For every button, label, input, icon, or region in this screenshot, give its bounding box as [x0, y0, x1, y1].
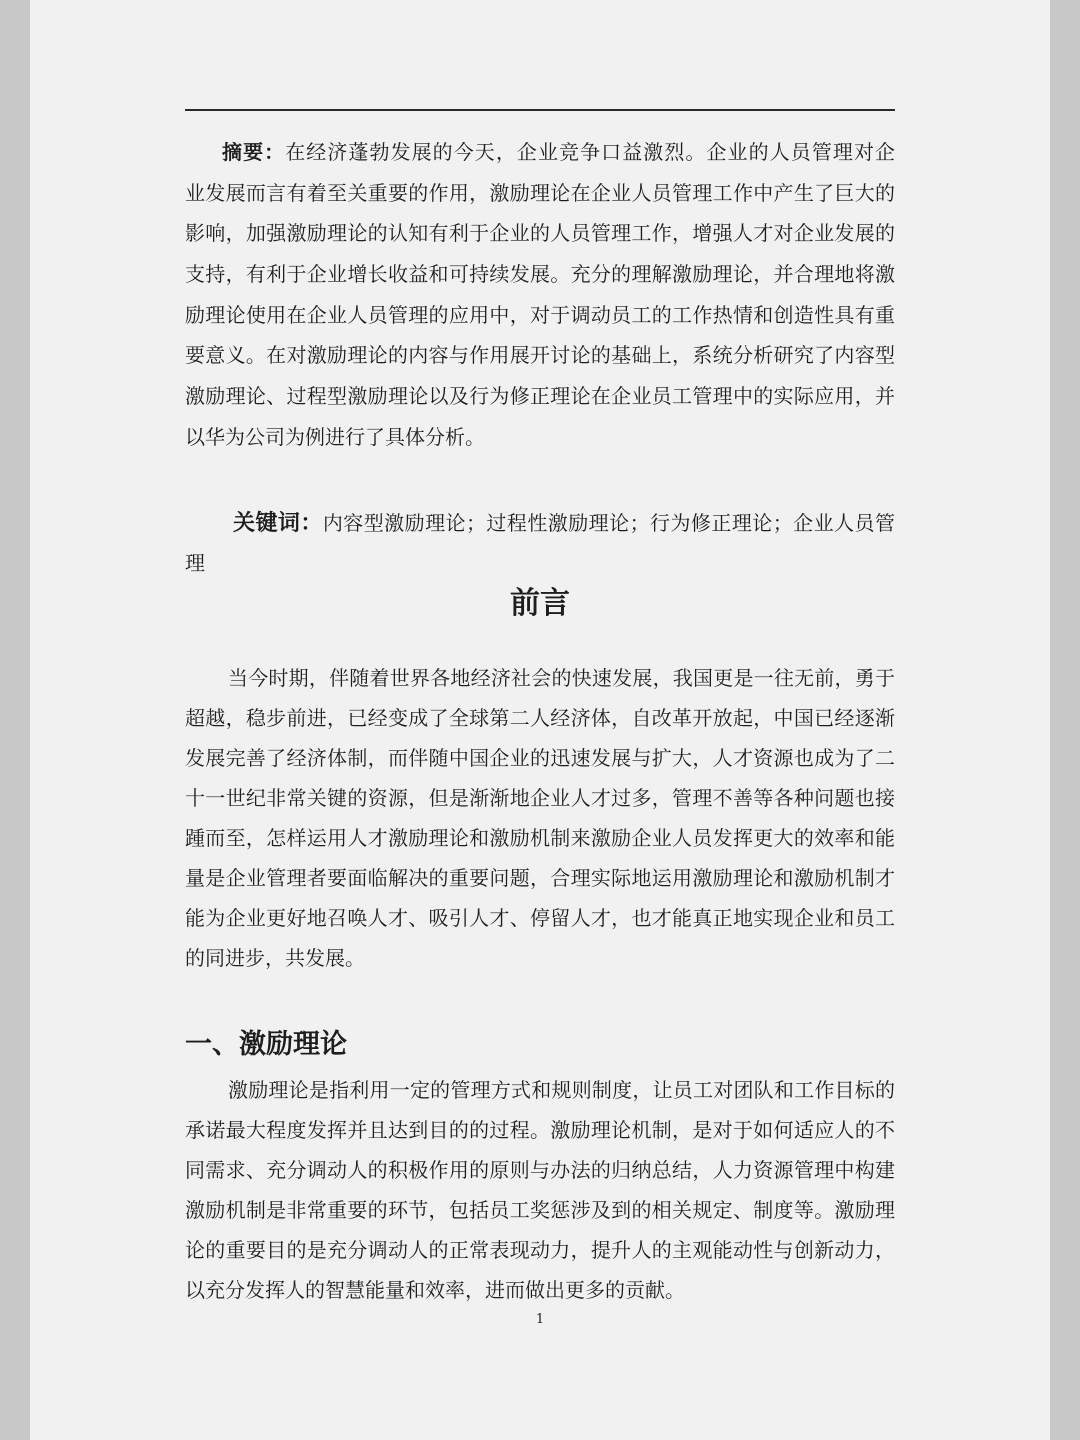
section-line: 激励机制是非常重要的环节，包括员工奖惩涉及到的相关规定、制度等。激励理 [185, 1198, 895, 1222]
keywords [185, 503, 895, 583]
preface-line: 能为企业更好地召唤人才、吸引人才、停留人才，也才能真正地实现企业和员工 [185, 906, 895, 930]
abstract [185, 132, 895, 458]
section-line: 论的重要目的是充分调动人的正常表现动力，提升人的主观能动性与创新动力， [185, 1238, 895, 1262]
preface-line: 当今时期，伴随着世界各地经济社会的快速发展，我国更是一往无前，勇于 [228, 666, 895, 690]
preface-line: 踵而至，怎样运用人才激励理论和激励机制来激励企业人员发挥更大的效率和能 [185, 826, 895, 850]
section-line: 同需求、充分调动人的积极作用的原则与办法的归纳总结，人力资源管理中构建 [185, 1158, 895, 1182]
keywords-line-text: 内容型激励理论；过程性激励理论；行为修正理论；企业人员管 [322, 511, 895, 535]
abstract-line: 要意义。在对激励理论的内容与作用展开讨论的基础上，系统分析研究了内容型 [185, 343, 895, 368]
abstract-line: 业发展而言有着至关重要的作用，激励理论在企业人员管理工作中产生了巨大的 [185, 180, 895, 205]
preface-line: 的同进步，共发展。 [185, 946, 365, 970]
section-body [185, 1070, 895, 1310]
section-heading: 一、激励理论 [185, 1029, 347, 1060]
section-line: 激励理论是指利用一定的管理方式和规则制度，让员工对团队和工作目标的 [228, 1078, 895, 1102]
keywords-line: 理 [185, 551, 205, 575]
abstract-line [185, 132, 895, 173]
keywords-line [185, 503, 895, 543]
section-line: 以充分发挥人的智慧能量和效率，进而做出更多的贡献。 [185, 1278, 685, 1302]
abstract-label: 摘要： [222, 140, 286, 164]
abstract-line-text: 在经济蓬勃发展的今天，企业竞争口益激烈。企业的人员管理对企 [285, 140, 895, 164]
preface-line: 量是企业管理者要面临解决的重要问题，合理实际地运用激励理论和激励机制才 [185, 866, 895, 890]
section-line: 承诺最大程度发挥并且达到目的的过程。激励理论机制，是对于如何适应人的不 [185, 1118, 895, 1142]
preface-title: 前言 [510, 586, 570, 621]
preface-line: 超越，稳步前进，已经变成了全球第二人经济体，自改革开放起，中国已经逐渐 [185, 706, 895, 730]
preface-line: 十一世纪非常关键的资源，但是渐渐地企业人才过多，管理不善等各种问题也接 [185, 786, 895, 810]
abstract-line: 激励理论、过程型激励理论以及行为修正理论在企业员工管理中的实际应用，并 [185, 384, 895, 409]
preface-body [185, 658, 895, 978]
abstract-line: 励理论使用在企业人员管理的应用中，对于调动员工的工作热情和创造性具有重 [185, 302, 895, 327]
abstract-line: 支持，有利于企业增长收益和可持续发展。充分的理解激励理论，并合理地将激 [185, 262, 895, 287]
keywords-label: 关键词： [233, 510, 323, 536]
preface-line: 发展完善了经济体制，而伴随中国企业的迅速发展与扩大，人才资源也成为了二 [185, 746, 895, 770]
abstract-line: 以华为公司为例进行了具体分析。 [185, 424, 485, 449]
header-rule [185, 109, 895, 111]
page-number: 1 [535, 1312, 545, 1327]
abstract-line: 影响，加强激励理论的认知有利于企业的人员管理工作，增强人才对企业发展的 [185, 221, 895, 246]
